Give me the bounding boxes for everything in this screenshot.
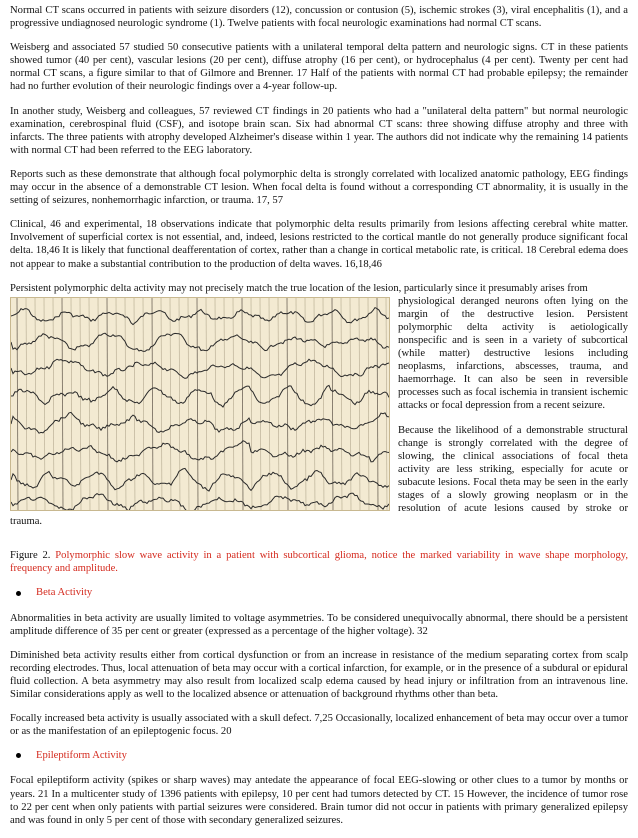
paragraph-ct-normal: Normal CT scans occurred in patients with seizure disorders (12), concussion or contusion (5), ischemic strokes (3), viral encephalitis (1), and a progressive undiagnosed neurologic syndrome (1). Twelve patients with focal neurologic examinations had normal CT scans.: [10, 5, 628, 30]
paragraph-beta-asymmetry: Abnormalities in beta activity are usually limited to voltage asymmetries. To be considered unequivocally abnormal, there should be a persistent amplitude difference of 35 per cent or greater (expressed as a percentage of the higher voltage). 32: [10, 612, 628, 637]
figure-caption-label: Figure 2.: [10, 550, 51, 562]
heading-beta-activity: Beta Activity: [36, 587, 93, 599]
paragraph-persistent-lead: Persistent polymorphic delta activity may not precisely match the true location of the lesion, particularly since it presumably arises from: [10, 282, 588, 294]
figure-caption: [10, 549, 628, 575]
document-page: [10, 4, 628, 838]
paragraph-increased-beta: Focally increased beta activity is usually associated with a skull defect. 7,25 Occasionally, localized enhancement of beta may occur over a tumor or as the manifestation of an epileptogenic focus. 20: [10, 713, 628, 738]
paragraph-epileptiform: Focal epileptiform activity (spikes or sharp waves) may antedate the appearance of focal EEG-slowing or other clues to a tumor by months or years. 21 In a multicenter study of 1396 patients with epilepsy, 10 per cent had tumors detected by CT. 15 However, the incidence of tumor rose to 22 per cent when only patients with partial seizures were considered. Brain tumor did not occur in patients with primary generalized epilepsy and was found in only 5 per cent of those with secondary generalized seizures.: [10, 775, 628, 826]
paragraph-clinical: Clinical, 46 and experimental, 18 observations indicate that polymorphic delta results primarily from lesions affecting cerebral white matter. Involvement of superficial cortex is not essential, and, indeed, lesions restricted to the cortical mantle do not generally produce significant focal delta. 18,46 It is likely that functional deafferentation of cortex, rather than a change in cortical metabolic rate, is critical. 18 Cerebral edema does not appear to make a substantial contribution to the production of delta waves. 16,18,46: [10, 219, 628, 270]
paragraph-theta: Because the likelihood of a demonstrable structural change is strongly correlated with the degree of slowing, the clinical associations of focal theta activity are less striking, especially for acute or subacute lesions. Focal theta may be seen in the early stages of a slowly growing neoplasm or in the resolution of acute lesions caused by stroke or trauma.: [10, 424, 628, 528]
paragraph-diminished-beta: Diminished beta activity results either from cortical dysfunction or from an increase in resistance of the medium separating cortex from scalp recording electrodes. Thus, local attenuation of beta may occur with a cortical infarction, for example, or in the presence of a subdural or epidural fluid collection. A beta asymmetry may also result from localized scalp edema caused by head injury or infiltration from an intravenous line. Similar considerations apply as well to the localized absence or attenuation of background rhythms other than beta.: [10, 649, 628, 701]
figure-caption-text: Polymorphic slow wave activity in a patient with subcortical glioma, notice the marked variability in wave shape morphology, frequency and amplitude.: [10, 550, 628, 575]
paragraph-weisberg-study: Weisberg and associated 57 studied 50 consecutive patients with a unilateral temporal delta pattern and neurologic signs. CT in these patients showed tumor (40 per cent), vascular lesions (20 per cent), diffuse atrophy (16 per cent), or hydrocephalus (4 per cent). Twenty per cent had normal CT scans, a figure similar to that of Gilmore and Brenner. 17 Half of the patients with normal CT had probable epilepsy; the remainder had no further evolution of their neurologic findings over a 4-year follow-up.: [10, 42, 628, 93]
heading-epileptiform-activity: Epileptiform Activity: [36, 750, 127, 762]
eeg-trace-line: [11, 493, 389, 510]
bullet-dot-icon: [16, 591, 21, 596]
bullet-dot-icon: [16, 753, 21, 758]
figure-section: [10, 295, 628, 540]
paragraph-persistent-side: physiological deranged neurons often lying on the margin of the destructive lesion. Persistent polymorphic delta activity is aetiologically nonspecific and is seen in a variety of subcortical (while matter) destructive lesions including neoplasms, infarctions, abscesses, trauma, and haemorrhage. It can also be seen in reversible processes such as focal ischemia in transient ischemic attacks or focal depression from a recent seizure.: [398, 295, 628, 412]
eeg-trace-line: [11, 468, 389, 491]
eeg-tracing-svg: [11, 298, 389, 510]
eeg-tracing-image: [10, 297, 390, 511]
paragraph-reports: Reports such as these demonstrate that although focal polymorphic delta is strongly correlated with localized anatomic pathology, EEG findings may occur in the absence of a demonstrable CT lesion. When focal delta is found without a corresponding CT abnormality, it is usually in the setting of seizures, nonhemorrhagic infarction, or trauma. 17, 57: [10, 168, 628, 207]
paragraph-unilateral-delta: In another study, Weisberg and colleagues, 57 reviewed CT findings in 20 patients who had a "unilateral delta pattern" but normal neurologic examination, cerebrospinal fluid (CSF), and isotope brain scan. Six had abnormal CT scans: three showing diffuse atrophy and three with infarcts. The three patients with atrophy developed Alzheimer's disease within 1 year. The authors did not indicate why the remaining 14 patients with normal CT had been referred to the EEG laboratory.: [10, 105, 628, 156]
bullet-epileptiform: [10, 749, 628, 762]
bullet-beta: [10, 586, 628, 599]
